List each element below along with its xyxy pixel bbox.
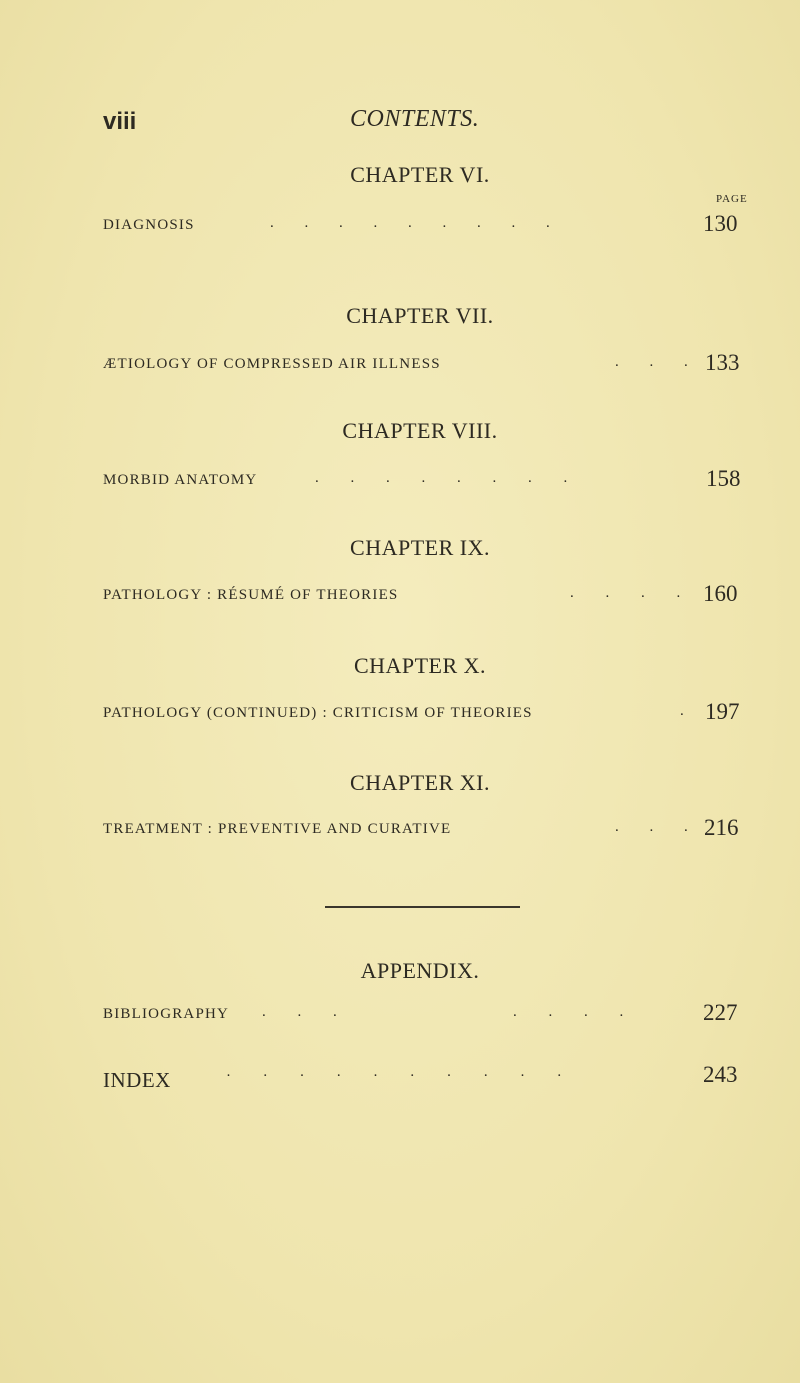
toc-entry-title: PATHOLOGY (CONTINUED) : CRITICISM OF THEORIES	[103, 705, 533, 721]
toc-entry-page: 130	[703, 211, 738, 236]
toc-entry-title: INDEX	[103, 1068, 171, 1092]
page-folio: viii	[103, 108, 137, 135]
chapter-heading: CHAPTER VI.	[350, 162, 490, 187]
toc-entry-title: ÆTIOLOGY OF COMPRESSED AIR ILLNESS	[103, 356, 441, 372]
chapter-heading: CHAPTER IX.	[350, 535, 490, 560]
toc-entry-title: PATHOLOGY : RÉSUMÉ OF THEORIES	[103, 587, 399, 603]
toc-entry-title: BIBLIOGRAPHY	[103, 1006, 230, 1022]
toc-entry-page: 197	[705, 699, 740, 724]
dot-leader: . . . . . . . .	[315, 470, 568, 486]
chapter-heading: CHAPTER VII.	[346, 303, 494, 328]
toc-entry-title: DIAGNOSIS	[103, 217, 195, 233]
page-column-label: PAGE	[716, 193, 748, 205]
dot-leader: . . .	[262, 1004, 337, 1020]
toc-entry-page: 133	[705, 350, 740, 375]
toc-entry-page: 216	[704, 815, 739, 840]
dot-leader: . . . . . . . . .	[270, 215, 550, 231]
appendix-heading: APPENDIX.	[360, 958, 480, 983]
chapter-heading: CHAPTER XI.	[350, 770, 490, 795]
toc-entry-page: 227	[703, 1000, 738, 1025]
toc-entry-title: TREATMENT : PREVENTIVE AND CURATIVE	[103, 821, 452, 837]
dot-leader: . . . .	[513, 1004, 624, 1020]
dot-leader: · · · · · · · · · ·	[226, 1068, 562, 1084]
chapter-heading: CHAPTER X.	[353, 653, 487, 678]
toc-entry-page: 243	[703, 1062, 738, 1087]
toc-entry-page: 158	[706, 466, 741, 491]
dot-leader: . . . .	[570, 585, 681, 601]
chapter-heading: CHAPTER VIII.	[342, 418, 498, 443]
dot-leader: . . .	[615, 819, 688, 835]
toc-entry-page: 160	[703, 581, 738, 606]
running-title: CONTENTS.	[350, 106, 480, 132]
dot-leader: .	[680, 703, 684, 719]
dot-leader: . . .	[615, 354, 688, 370]
toc-entry-title: MORBID ANATOMY	[103, 472, 258, 488]
section-divider	[325, 906, 520, 908]
